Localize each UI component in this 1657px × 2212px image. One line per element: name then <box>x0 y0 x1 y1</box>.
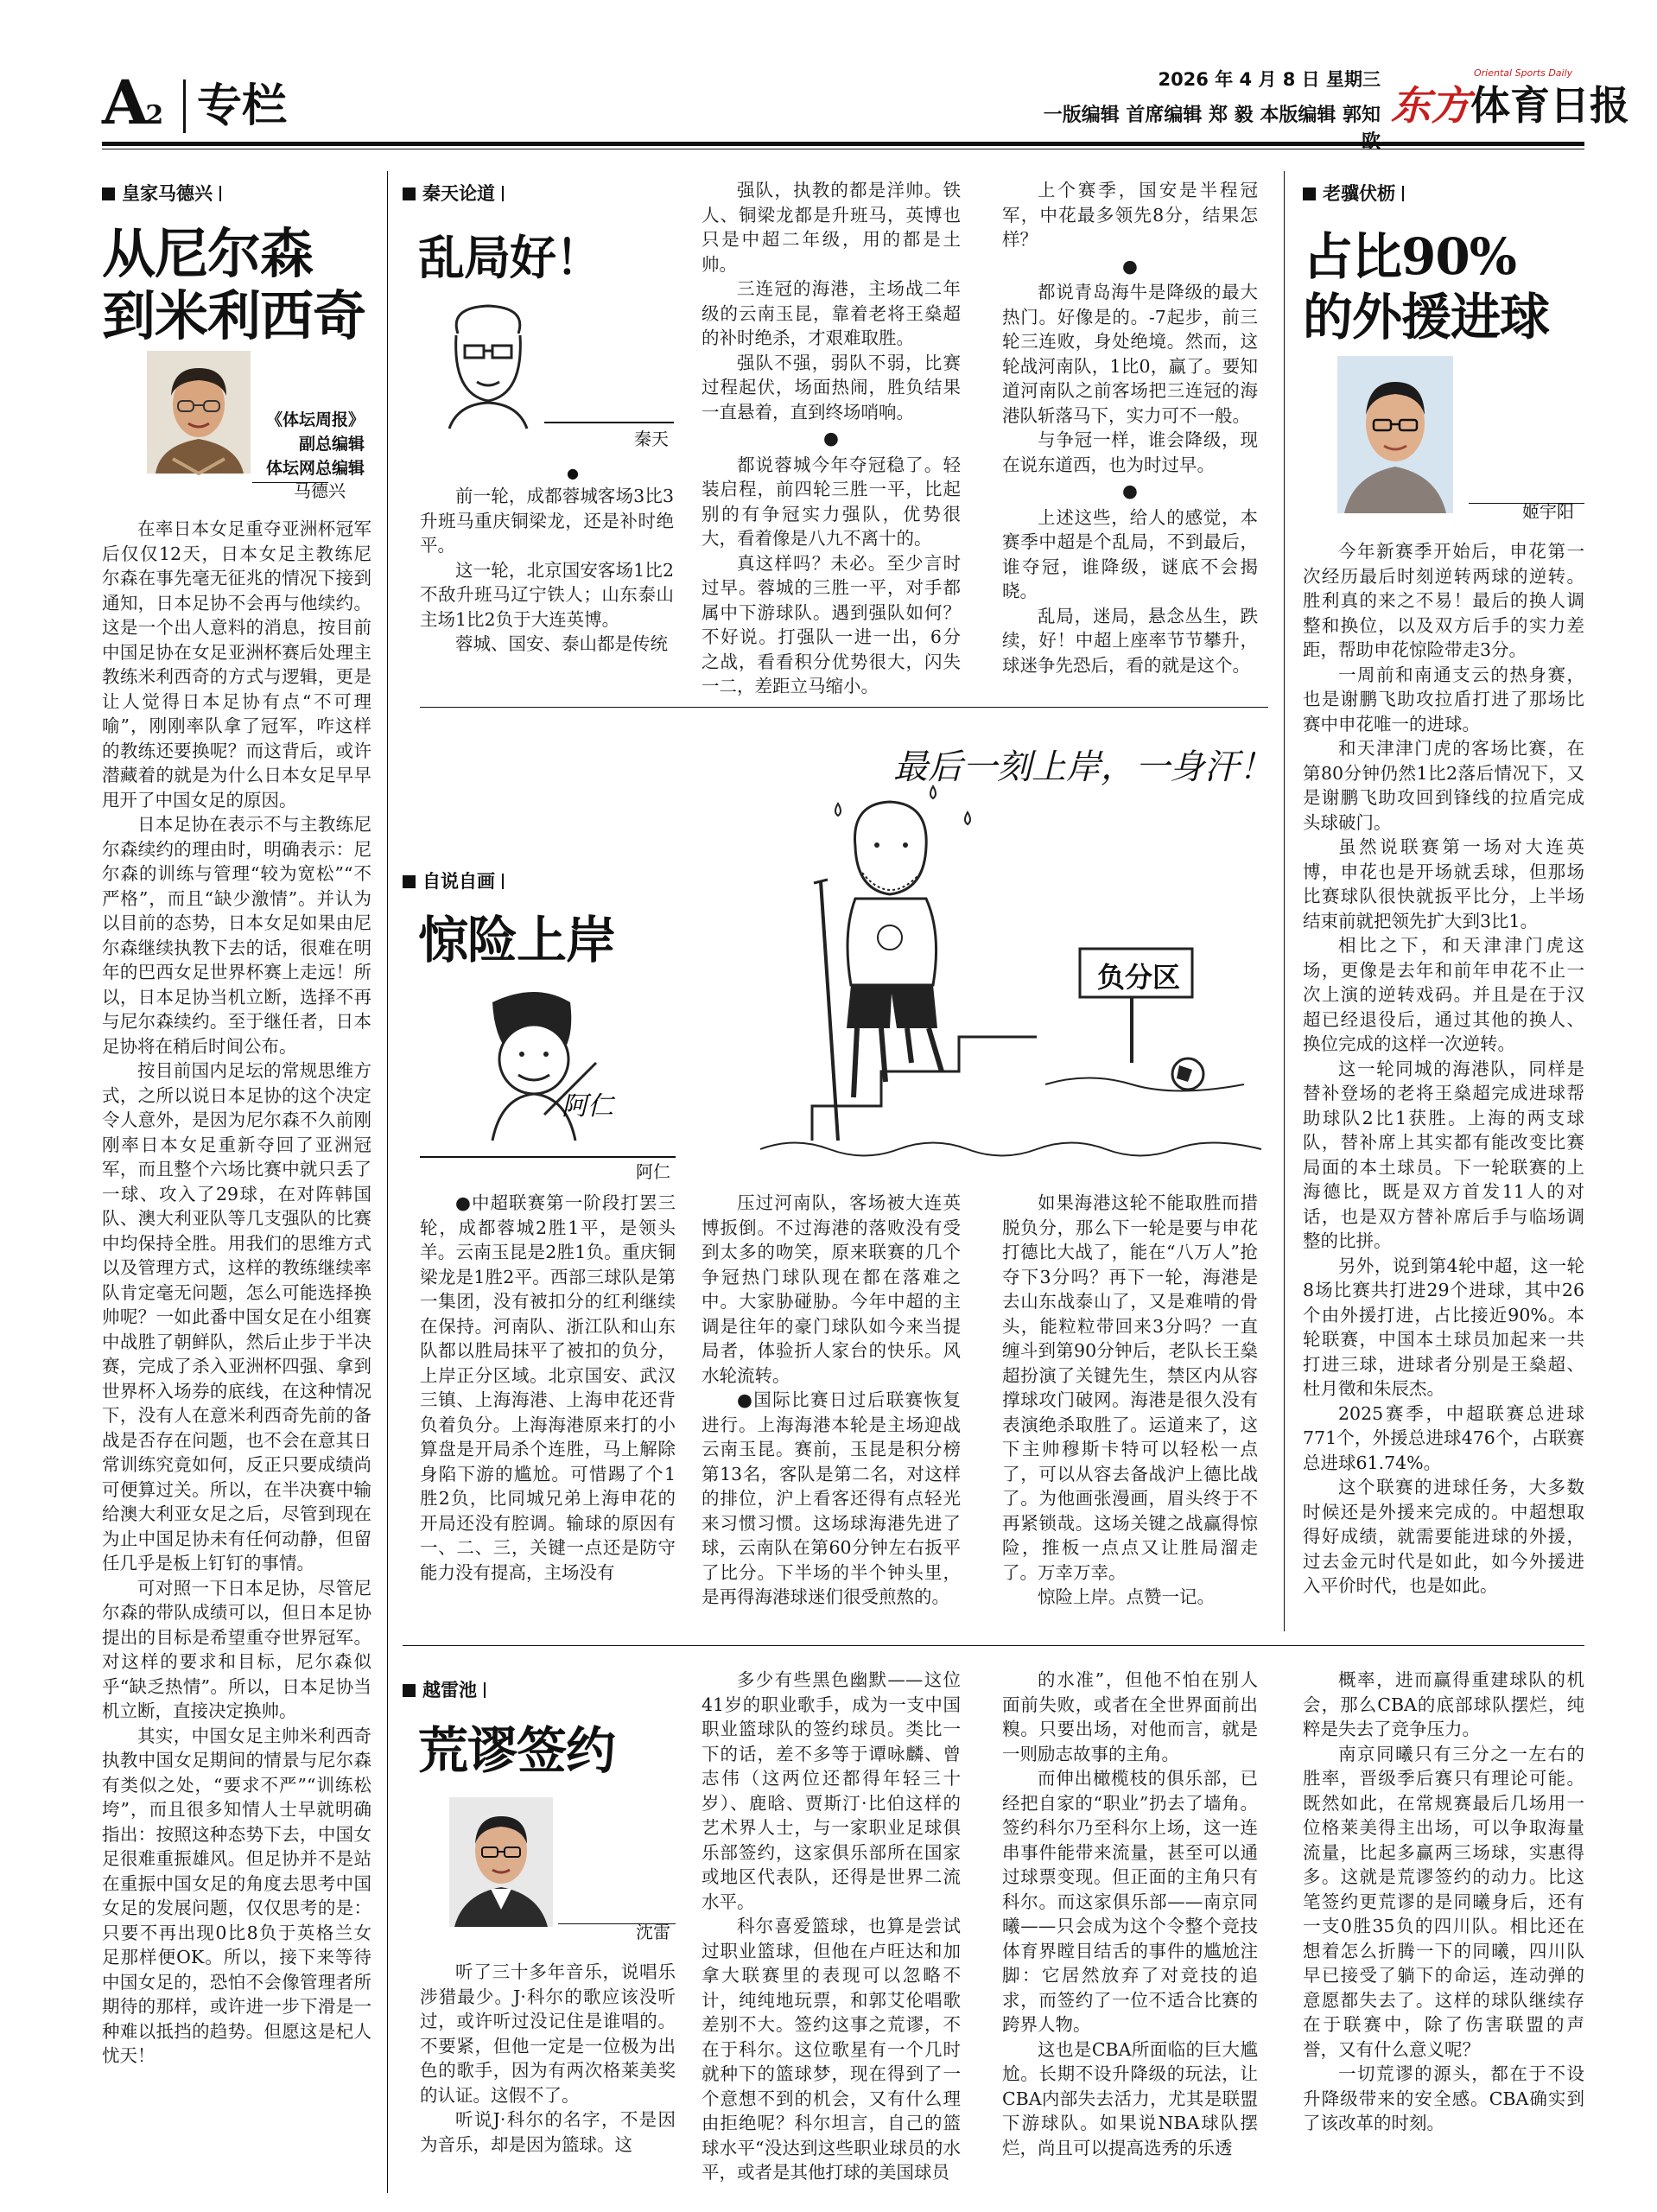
logo-english: Oriental Sports Daily <box>1474 67 1573 79</box>
paragraph: 多少有些黑色幽默——这位41岁的职业歌手，成为一支中国职业篮球队的签约球员。类比一下的话，差不多等于谭咏麟、曾志伟（这两位还都得年轻三十岁）、鹿晗、贾斯汀·比伯这样的艺术界人士，与一家职业足球俱乐部签约，这家俱乐部所在国家或地区代表队，还得是世界二流水平。 <box>702 1669 961 1912</box>
col2-signature: 秦天 <box>634 429 669 449</box>
issue-date: 2026 年 4 月 8 日 星期三 <box>1158 69 1381 90</box>
col5-title: 荒谬签约 <box>418 1721 616 1780</box>
col3-title: 占比90% 的外援进球 <box>1303 227 1550 346</box>
cartoon-coach-climbing <box>760 778 1261 1158</box>
logo-black-part: 体育日报 <box>1470 82 1629 129</box>
col5-signature: 沈雷 <box>636 1922 670 1942</box>
masthead-rule <box>102 142 1584 146</box>
col5-body-left <box>420 1960 676 2184</box>
paragraph: 南京同曦只有三分之一左右的胜率，晋级季后赛只有理论可能。既然如此，在常规赛最后几场用一位格莱美得主出场，可以争取海量流量，比起多赢两三场球，实惠得多。这就是荒谬签约的动力。比这笔签约更荒谬的是同曦身后，还有一支0胜35负的四川队。相比还在想着怎么折腾一下的同曦，四川队早已接受了躺下的命运，连动弹的意愿都失去了。这样的球队继续存在于联赛中，除了伤害联盟的声誉，又有什么意义呢？ <box>1303 1743 1584 2060</box>
paragraph: 听了三十多年音乐，说唱乐涉猎最少。J·科尔的歌应该没听过，或许听过没记住是谁唱的。不要紧，但他一定是一位极为出色的歌手，因为有两次格莱美奖的认证。这假不了。 <box>420 1961 676 2106</box>
col-divider-1 <box>387 171 388 2193</box>
paragraph: 强队，执教的都是洋帅。铁人、铜梁龙都是升班马，英博也只是中超二年级，用的都是土帅。 <box>702 180 961 275</box>
svg-text:阿仁: 阿仁 <box>562 1091 613 1122</box>
col5-label: 越雷池 <box>403 1676 486 1702</box>
masthead-divider <box>183 79 186 133</box>
paragraph: 这个联赛的进球任务，大多数时候还是外援来完成的。中超想取得好成绩，就需要能进球的外援，过去金元时代是如此，如今外援进入平价时代，也是如此。 <box>1303 1477 1584 1596</box>
cartoon-arenn-selfportrait <box>467 985 613 1141</box>
paragraph: 三连冠的海港，主场战二年级的云南玉昆，靠着老将王燊超的补时绝杀，才艰难取胜。 <box>702 278 961 348</box>
paragraph: 在率日本女足重夺亚洲杯冠军后仅仅12天，日本女足主教练尼尔森在事先毫无征兆的情况下接到通知，日本足协不会再与他续约。这是一个出人意料的消息，按目前中国足协在女足亚洲杯赛后处理主教练米利西奇的方式与逻辑，更是让人觉得日本足协有点“不可理喻”，刚刚率队拿了冠军，咋这样的教练还要换呢？而这背后，或许潜藏着的就是为什么日本女足早早甩开了中国女足的原因。 <box>102 518 371 810</box>
section-bullet: ● <box>823 428 839 448</box>
col1-caption: 《体坛周报》 副总编辑 体坛网总编辑 <box>265 410 365 478</box>
paragraph: 蓉城、国安、泰山都是传统 <box>455 633 668 654</box>
col2-title: 乱局好！ <box>418 230 601 285</box>
col5-body-right <box>1002 1668 1258 2186</box>
col-divider-3 <box>1284 171 1285 1631</box>
paragraph: 一周前和南通支云的热身赛，也是谢鹏飞助攻拉盾打进了那场比赛中申花唯一的进球。 <box>1303 664 1584 734</box>
paragraph: 的水准”，但他不怕在别人面前失败，或者在全世界面前出糗。只要出场，对他而言，就是一则励志故事的主角。 <box>1002 1669 1258 1764</box>
col1-signature: 马德兴 <box>294 480 346 501</box>
col1-title: 从尼尔森 到米利西奇 <box>102 222 366 347</box>
paragraph: 这一轮，北京国安客场1比2不敌升班马辽宁铁人；山东泰山主场1比2负于大连英博。 <box>420 559 674 630</box>
paragraph: 相比之下，和天津津门虎这场，更像是去年和前年申花不止一次上演的逆转戏码。并且是在于汉超已经退役后，通过其他的换人、换位完成的这样一次逆转。 <box>1303 935 1584 1054</box>
paragraph: 按目前国内足坛的常规思维方式，之所以说日本足协的这个决定令人意外，是因为尼尔森不久前刚刚率日本女足重新夺回了亚洲冠军，而且整个六场比赛中就只丢了一球、攻入了29球，在对阵韩国队、澳大利亚队等几支强队的比赛中均保持全胜。用我们的思维方式以及管理方式，这样的教练继续率队肯定毫无问题，怎么可能选择换帅呢？一如此番中国女足在小组赛中战胜了朝鲜队，然后止步于半决赛，完成了杀入亚洲杯四强、拿到世界杯入场券的底线，在这种情况下，没有人在意米利西奇先前的备战是否存在问题，也不会在意其日常训练究竟如何，反正只要成绩尚可便算过关。所以，在半决赛中输给澳大利亚女足之后，尽管到现在为止中国足协未有任何动静，但留任几乎是板上钉钉的事情。 <box>102 1060 371 1573</box>
paragraph: 其实，中国女足主帅米利西奇执教中国女足期间的情景与尼尔森有类似之处，“要求不严”“训练松垮”，而且很多知情人士早就明确指出：按照这种态势下去，中国女足很难重振雄风。但足协并不是站在重振中国女足的角度去思考中国女足的发展问题，仅仅思考的是：只要不再出现0比8负于英格兰女足那样便OK。所以，接下来等待中国女足的，恐怕不会像管理者所期待的那样，或许进一步下滑是一种难以抵挡的趋势。但愿这是杞人忧天！ <box>102 1725 371 2066</box>
col3-body <box>1303 539 1584 1619</box>
col4-title: 惊险上岸 <box>418 911 616 969</box>
row-divider-top <box>420 707 1268 708</box>
paragraph: 前一轮，成都蓉城客场3比3升班马重庆铜梁龙，还是补时绝平。 <box>420 486 674 556</box>
paragraph: 日本足协在表示不与主教练尼尔森续约的理由时，明确表示：尼尔森的训练与管理“较为宽松”“不严格”，而且“缺少激情”。并认为以目前的态势，日本女足如果由尼尔森继续执教下去的话，很难在明年的巴西女足世界杯赛上走远！所以，日本足协当机立断，选择不再与尼尔森续约。至于继任者，日本足协将在稍后时间公布。 <box>102 814 371 1057</box>
col5-body-far <box>1303 1668 1584 2186</box>
paragraph: 听说J·科尔的名字，不是因为音乐，却是因为篮球。这 <box>420 2109 676 2155</box>
logo-red-part: 东方 <box>1391 82 1470 129</box>
paragraph: 上个赛季，国安是半程冠军，中花最多领先8分，结果怎样？ <box>1002 180 1258 250</box>
paragraph: 这一轮同城的海港队，同样是替补登场的老将王燊超完成进球帮助球队2比1获胜。上海的两支球队，替补席上其实都有能改变比赛局面的本土球员。下一轮联赛的上海德比，既是双方首发11人的对话，也是双方替补席后手与临场调整的比拼。 <box>1303 1058 1584 1251</box>
paragraph: 概率，进而赢得重建球队的机会，那么CBA的底部球队摆烂，纯粹是失去了竞争压力。 <box>1303 1669 1584 1739</box>
row-divider-bottom <box>403 1645 1584 1646</box>
col4-body-mid <box>702 1191 961 1623</box>
section-name: 专栏 <box>197 80 288 132</box>
col2-body-mid <box>702 178 961 696</box>
col5-body-mid <box>702 1668 961 2186</box>
col4-signature: 阿仁 <box>636 1161 670 1182</box>
paragraph: 真这样吗？未必。至少言时过早。蓉城的三胜一平，对手都属中下游球队。遇到强队如何？不好说。打强队一进一出，6分之战，看看积分优势很大，闪失一二，差距立马缩小。 <box>702 552 961 696</box>
paragraph: 都说青岛海牛是降级的最大热门。好像是的。-7起步，前三轮三连败，身处绝境。然而，这轮战河南队，1比0，赢了。要知道河南队之前客场把三连冠的海港队斩落马下，实力可不一般。 <box>1002 282 1258 426</box>
section-bullet: ● <box>1122 480 1138 501</box>
paragraph: 压过河南队，客场被大连英博扳倒。不过海港的落败没有受到太多的吻笑，原来联赛的几个争冠热门球队现在都在落难之中。大家胁碰胁。今年中超的主调是往年的豪门球队如今来当提局者，体验折人家台的快乐。风水轮流转。 <box>702 1192 961 1386</box>
col2-sig-rule <box>544 422 674 423</box>
portrait-shenlei <box>449 1797 553 1927</box>
paragraph: 另外，说到第4轮中超，这一轮8场比赛共打进29个进球，其中26个由外援打进，占比接近90%。本轮联赛，中国本土球员加起来一共打进三球，进球者分别是王燊超、杜月徵和朱辰杰。 <box>1303 1255 1584 1399</box>
paragraph: ●国际比赛日过后联赛恢复进行。上海海港本轮是主场迎战云南玉昆。赛前，玉昆是积分榜第13名，客队是第二名，对这样的排位，沪上看客还得有点轻光来习惯习惯。这场球海港先进了球，云南队在第60分钟左右扳平了比分。下半场的半个钟头里，是再得海港球迷们很受煎熬的。 <box>702 1389 961 1607</box>
paragraph: 科尔喜爱篮球，也算是尝试过职业篮球，但他在卢旺达和加拿大联赛里的表现可以忽略不计，纯纯地玩票，和郭艾伦唱歌差别不大。签约这事之荒谬，不在于科尔。这位歌星有一个几时就种下的篮球梦，现在得到了一个意想不到的机会，又有什么理由拒绝呢？科尔坦言，自己的篮球水平“没达到这些职业球员的水平，或者是其他打球的美国球员 <box>702 1916 961 2183</box>
paragraph: 惊险上岸。点赞一记。 <box>1038 1586 1215 1607</box>
paragraph: 强队不强，弱队不弱，比赛过程起伏，场面热闹，胜负结果一直悬着，直到终场哨响。 <box>702 352 961 423</box>
page-code: A2 <box>102 67 164 138</box>
paragraph: 2025赛季，中超联赛总进球771个，外援总进球476个，占联赛总进球61.74%。 <box>1303 1402 1584 1473</box>
col4-body-right <box>1002 1191 1258 1623</box>
col1-label: 皇家马德兴 <box>102 180 221 206</box>
paragraph: 如果海港这轮不能取胜而措脱负分，那么下一轮是要与申花打德比大战了，能在“八万人”抢夺下3分吗？再下一轮，海港是去山东战泰山了，又是难啃的骨头，能粒粒带回来3分吗？一直缠斗到第90分钟后，老队长王燊超扮演了关键先生，禁区内从容撑球攻门破网。海港是很久没有表演绝杀取胜了。运道来了，这下主帅穆斯卡特可以轻松一点了，可以从容去备战沪上德比战了。为他画张漫画，眉头终于不再紧锁哉。这场关键之战赢得惊险，推板一点点又让胜局溜走了。万幸万幸。 <box>1002 1192 1258 1583</box>
paragraph: ●中超联赛第一阶段打罢三轮，成都蓉城2胜1平，是领头羊。云南玉昆是2胜1负。重庆铜梁龙是1胜2平。西部三球队是第一集团，没有被扣分的红利继续在保持。河南队、浙江队和山东队都以胜局抹平了被扣的负分，上岸正分区域。北京国安、武汉三镇、上海海港、上海申花还背负着负分。上海海港原来打的小算盘是开局杀个连胜，马上解除身陷下游的尴尬。可惜踢了个1胜2负，比同城兄弟上海申花的开局还没有腔调。输球的原因有一、二、三，关键一点还是防守能力没有提高，主场没有 <box>420 1192 676 1583</box>
section-bullet: ● <box>1122 255 1138 276</box>
paragraph: 虽然说联赛第一场对大连英博，申花也是开场就丢球，但那场比赛球队很快就扳平比分，上半场结束前就把领先扩大到3比1。 <box>1303 836 1584 931</box>
portrait-qintian-caricature <box>432 299 544 429</box>
paragraph: 而伸出橄榄枝的俱乐部，已经把自家的“职业”扔去了墙角。签约科尔乃至科尔上场，这一连串事件能带来流量，甚至可以通过球票变现。但正面的主角只有科尔。而这家俱乐部——南京同曦——只会成为这个令整个竞技体育界瞠目结舌的事件的尴尬注脚：它居然放弃了对竞技的追求，而签约了一位不适合比赛的跨界人物。 <box>1002 1768 1258 2035</box>
col4-body-left <box>420 1191 676 1623</box>
paragraph: 这也是CBA所面临的巨大尴尬。长期不设升降级的玩法，让CBA内部失去活力，尤其是联盟下游球队。如果说NBA球队摆烂，尚且可以提高选秀的乐透 <box>1002 2038 1258 2158</box>
col2-bullet-1: ● <box>567 465 579 481</box>
paragraph: 一切荒谬的源头，都在于不设升降级带来的安全感。CBA确实到了该改革的时刻。 <box>1303 2063 1584 2133</box>
paragraph: 都说蓉城今年夺冠稳了。轻装启程，前四轮三胜一平，比起别的有争冠实力强队，优势很大，看着像是八九不离十的。 <box>702 454 961 549</box>
cartoon-sign-text: 负分区 <box>1097 961 1181 994</box>
newspaper-logo <box>1391 67 1629 145</box>
portrait-madexing <box>147 351 251 474</box>
col2-body-left <box>420 484 674 691</box>
portrait-jiyuyang <box>1337 356 1453 513</box>
paragraph: 今年新赛季开始后，申花第一次经历最后时刻逆转两球的逆转。胜利真的来之不易！最后的换人调整和换位，以及双方后手的实力差距，帮助申花惊险带走3分。 <box>1303 541 1584 660</box>
cartoon-caption: 最后一刻上岸，一身汗！ <box>893 747 1273 787</box>
paragraph: 可对照一下日本足协，尽管尼尔森的带队成绩可以，但日本足协提出的目标是希望重夺世界冠军。对这样的要求和目标，尼尔森似乎“缺乏热情”。所以，日本足协当机立断，直接决定换帅。 <box>102 1577 371 1721</box>
col2-label: 秦天论道 <box>403 180 504 206</box>
col3-signature: 姬宇阳 <box>1522 501 1574 522</box>
paragraph: 上述这些，给人的感觉，本赛季中超是个乱局，不到最后，谁夺冠，谁降级，谜底不会揭晓。 <box>1002 506 1258 601</box>
paragraph: 与争冠一样，谁会降级，现在说东道西，也为时过早。 <box>1002 429 1258 475</box>
col1-body <box>102 517 371 2184</box>
editors-line: 一版编辑 首席编辑 郑 毅 本版编辑 郭知 <box>1043 105 1381 126</box>
paragraph: 乱局，迷局，悬念丛生，跌续，好！中超上座率节节攀升，球迷争先恐后，看的就是这个。 <box>1002 605 1258 676</box>
col3-label: 老骥伏枥 <box>1303 180 1404 206</box>
col2-body-right <box>1002 178 1258 696</box>
col4-label: 自说自画 <box>403 868 504 893</box>
paragraph: 和天津津门虎的客场比赛，在第80分钟仍然1比2落后情况下，又是谢鹏飞助攻回到锋线的拉盾完成头球破门。 <box>1303 738 1584 833</box>
